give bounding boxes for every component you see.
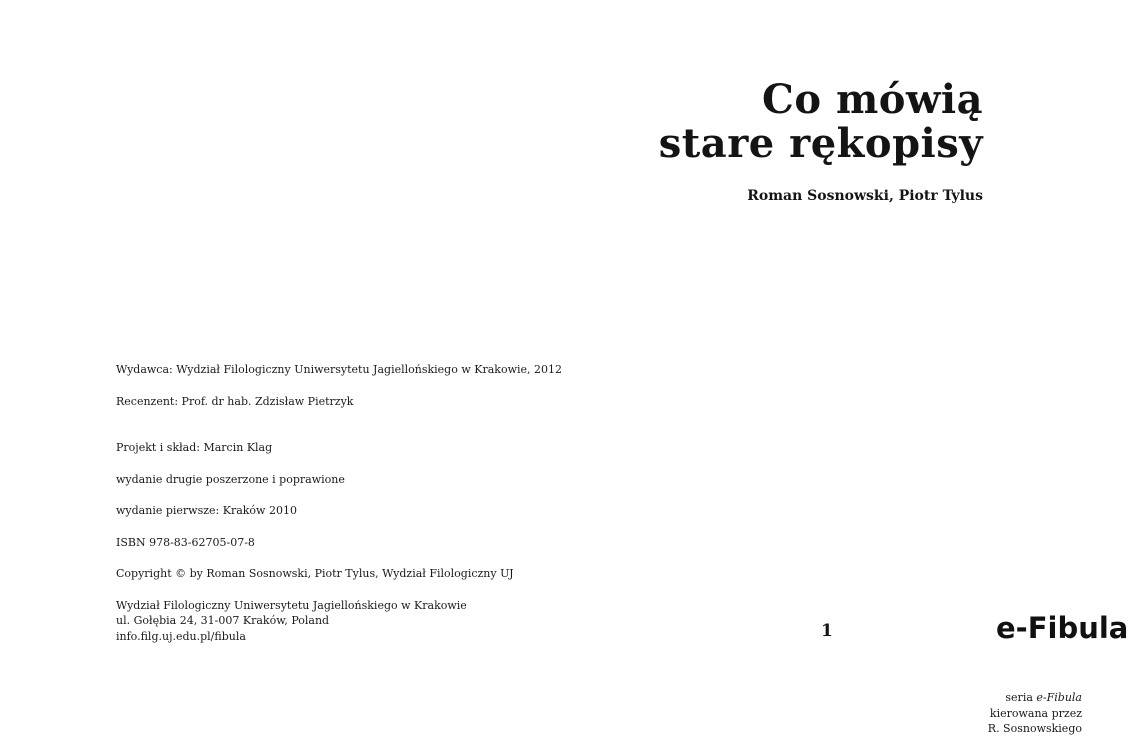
- publisher-line: Wydawca: Wydział Filologiczny Uniwersytetu Jagiellońskiego w Krakowie, 2012: [116, 363, 563, 376]
- series-note: [988, 690, 1082, 737]
- book-title: [659, 78, 983, 166]
- page-number: 1: [821, 621, 833, 641]
- address-line-1: Wydział Filologiczny Uniwersytetu Jagiellońskiego w Krakowie: [116, 598, 467, 612]
- book-title-line-2: stare rękopisy: [658, 120, 983, 167]
- series-note-line-3: R. Sosnowskiego: [987, 722, 1082, 735]
- reviewer-line: Recenzent: Prof. dr hab. Zdzisław Pietrzyk: [116, 394, 354, 408]
- website-line: info.filg.uj.edu.pl/fibula: [116, 629, 246, 643]
- e-fibula-logo: e-Fibula: [996, 611, 1128, 645]
- series-note-line-1: [988, 690, 1082, 706]
- colophon: [116, 362, 563, 644]
- isbn-line: ISBN 978-83-62705-07-8: [116, 535, 255, 549]
- series-note-line-2: kierowana przez: [989, 706, 1082, 720]
- series-name: e-Fibula: [1036, 691, 1082, 704]
- address-line-2: ul. Gołębia 24, 31-007 Kraków, Poland: [116, 614, 330, 627]
- series-prefix: seria: [1005, 691, 1037, 704]
- second-edition-line: wydanie drugie poszerzone i poprawione: [116, 472, 345, 486]
- book-title-line-1: Co mówią: [762, 76, 983, 123]
- first-edition-line: wydanie pierwsze: Kraków 2010: [116, 504, 297, 517]
- design-line: Projekt i skład: Marcin Klag: [116, 441, 273, 454]
- copyright-line: Copyright © by Roman Sosnowski, Piotr Tylus, Wydział Filologiczny UJ: [116, 567, 514, 580]
- book-authors: Roman Sosnowski, Piotr Tylus: [747, 188, 983, 204]
